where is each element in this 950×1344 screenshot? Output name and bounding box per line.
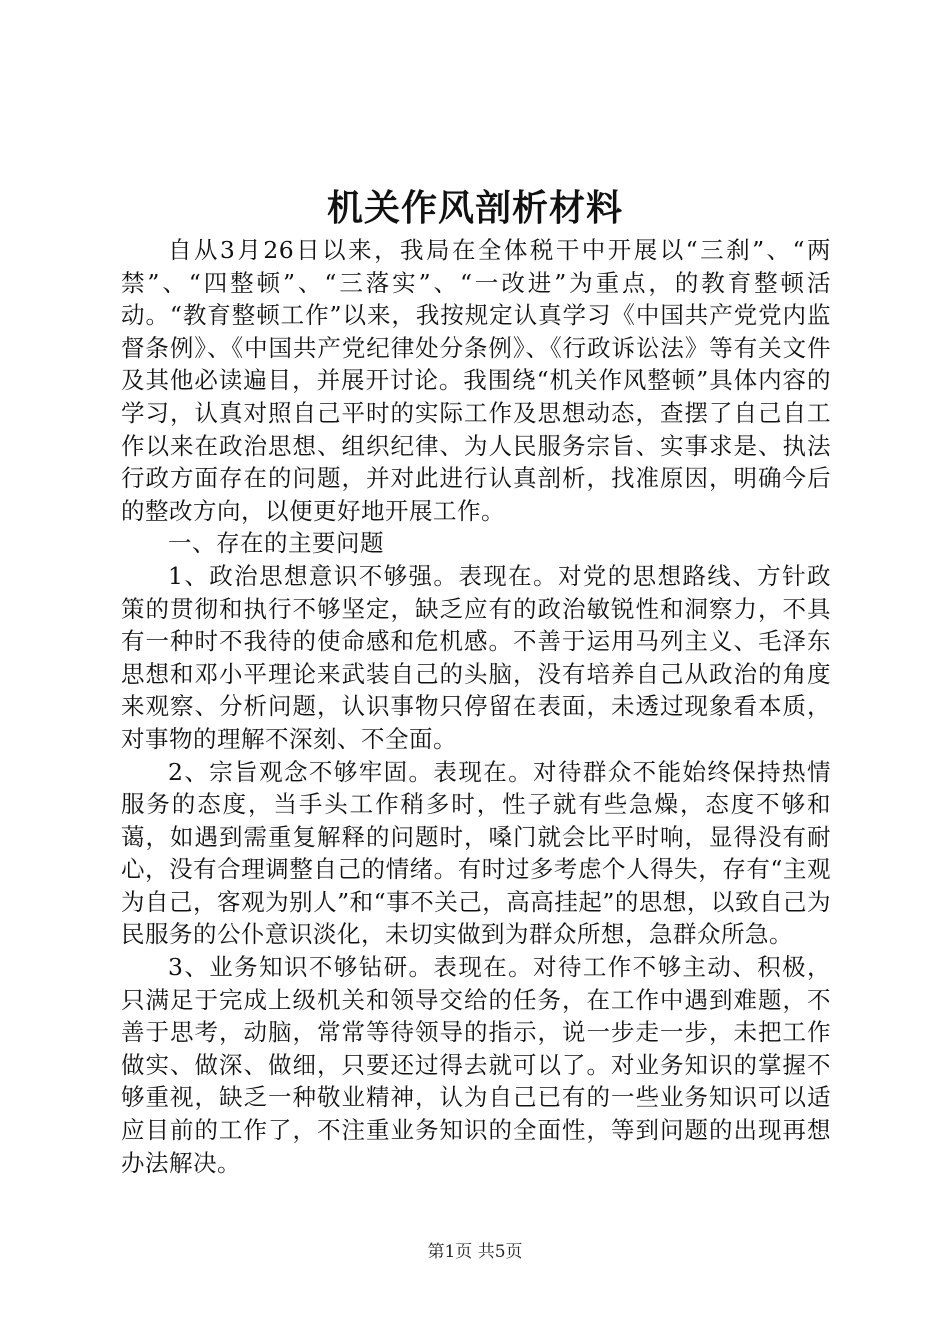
page-number-footer: 第1页 共5页 xyxy=(427,1242,523,1262)
problem-paragraph-2: 2、宗旨观念不够牢固。表现在。对待群众不能始终保持热情服务的态度，当手头工作稍多时，性子就有些急燥，态度不够和蔼，如遇到需重复解释的问题时，嗓门就会比平时响，显得没有耐心，没有合理调整自己的情绪。有时过多考虑个人得失，存有“主观为自己，客观为别人”和“事不关己，高高挂起”的思想，以致自己为民服务的公仆意识淡化，未切实做到为群众所想，急群众所急。 xyxy=(121,757,831,949)
problem-paragraph-1: 1、政治思想意识不够强。表现在。对党的思想路线、方针政策的贯彻和执行不够坚定，缺乏应有的政治敏锐性和洞察力，不具有一种时不我待的使命感和危机感。不善于运用马列主义、毛泽东思想和邓小平理论来武装自己的头脑，没有培养自己从政治的角度来观察、分析问题，认识事物只停留在表面，未透过现象看本质，对事物的理解不深刻、不全面。 xyxy=(121,561,831,753)
section-heading: 一、存在的主要问题 xyxy=(168,529,384,558)
problem-paragraph-3: 3、业务知识不够钻研。表现在。对待工作不够主动、积极，只满足于完成上级机关和领导交给的任务，在工作中遇到难题，不善于思考，动脑，常常等待领导的指示，说一步走一步，未把工作做实、做深、做细，只要还过得去就可以了。对业务知识的掌握不够重视，缺乏一种敬业精神，认为自己已有的一些业务知识可以适应目前的工作了，不注重业务知识的全面性，等到问题的出现再想办法解决。 xyxy=(121,953,831,1177)
intro-paragraph: 自从3月26日以来，我局在全体税干中开展以“三刹”、“两禁”、“四整顿”、“三落实”、“一改进”为重点，的教育整顿活动。“教育整顿工作”以来，我按规定认真学习《中国共产党党内监督条例》、《中国共产党纪律处分条例》、《行政诉讼法》等有关文件及其他必读遍目，并展开讨论。我围绕“机关作风整顿”具体内容的学习，认真对照自己平时的实际工作及思想动态，查摆了自己自工作以来在政治思想、组织纪律、为人民服务宗旨、实事求是、执法行政方面存在的问题，并对此进行认真剖析，找准原因，明确今后的整改方向，以便更好地开展工作。 xyxy=(121,236,831,525)
document-title: 机关作风剖析材料 xyxy=(326,187,623,229)
document-body xyxy=(121,234,831,1179)
